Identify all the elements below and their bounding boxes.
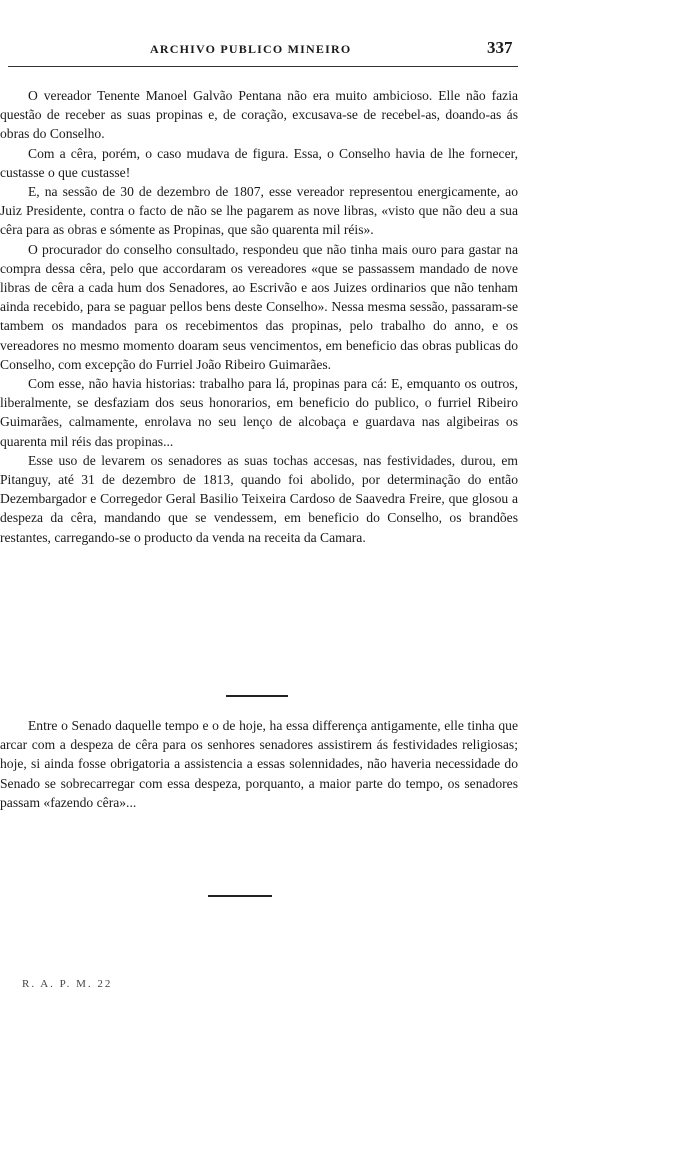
footer-signature: R. A. P. M. 22 (22, 978, 113, 990)
page-number: 337 (487, 38, 513, 57)
paragraph: E, na sessão de 30 de dezembro de 1807, esse vereador representou energicamente, ao Juiz Presidente, contra o facto de não se lhe pagarem as nove libras, «visto que não deu a sua cêra para as obras e sómente as Propinas, que são quarenta mil réis». (0, 184, 518, 238)
paragraph: O vereador Tenente Manoel Galvão Pentana não era muito ambicioso. Elle não fazia questão de receber as suas propinas e, de coração, excusava-se de recebel-as, doando-as ás obras do Conselho. (0, 88, 518, 142)
main-text (0, 86, 518, 547)
paragraph: Esse uso de levarem os senadores as suas tochas accesas, nas festividades, durou, em Pitanguy, até 31 de dezembro de 1813, quando foi abolido, por determinação do então Dezembargador e Corregedor Geral Basilio Teixeira Cardoso de Saavedra Freire, que glosou a despeza da cêra, mandando que se vendessem, em beneficio do Conselho, os brandões restantes, carregando-se o producto da venda na receita da Camara. (0, 452, 518, 545)
closing-text (0, 716, 518, 812)
end-divider (208, 895, 272, 897)
running-title: ARCHIVO PUBLICO MINEIRO (150, 42, 352, 56)
section-divider (226, 695, 288, 697)
paragraph: Entre o Senado daquelle tempo e o de hoje, ha essa differença antigamente, elle tinha que arcar com a despeza de cêra para os senhores senadores assistirem ás festividades religiosas; hoje, si ainda fosse obrigatoria a assistencia a essas solennidades, não haveria necessidade do Senado se sobrecarregar com essa despeza, porquanto, a maior parte do tempo, os senadores passam «fazendo cêra»... (0, 718, 518, 810)
paragraph: Com esse, não havia historias: trabalho para lá, propinas para cá: E, emquanto os outros, liberalmente, se desfaziam dos seus honorarios, em beneficio do publico, o furriel Ribeiro Guimarães, calmamente, enrolava no seu lenço de alcobaça e guardava nas algibeiras os quarenta mil réis das propinas... (0, 376, 518, 449)
page-header (0, 40, 520, 66)
paragraph: Com a cêra, porém, o caso mudava de figura. Essa, o Conselho havia de lhe fornecer, custasse o que custasse! (0, 145, 518, 180)
header-rule (8, 66, 518, 67)
paragraph: O procurador do conselho consultado, respondeu que não tinha mais ouro para gastar na compra dessa cêra, pelo que accordaram os vereadores «que se passassem mandado de nove libras de cêra a cada hum dos Senadores, ao Escrivão e aos Juizes ordinarios que não tenham ainda recebido, para se paguar pellos bens deste Conselho». Nessa mesma sessão, passaram-se tambem os mandados para os recebimentos das propinas, pelo trabalho do anno, e os vereadores no mesmo momento doaram seus vencimentos, em beneficio das obras publicas do Conselho, com excepção do Furriel João Ribeiro Guimarães. (0, 241, 518, 372)
